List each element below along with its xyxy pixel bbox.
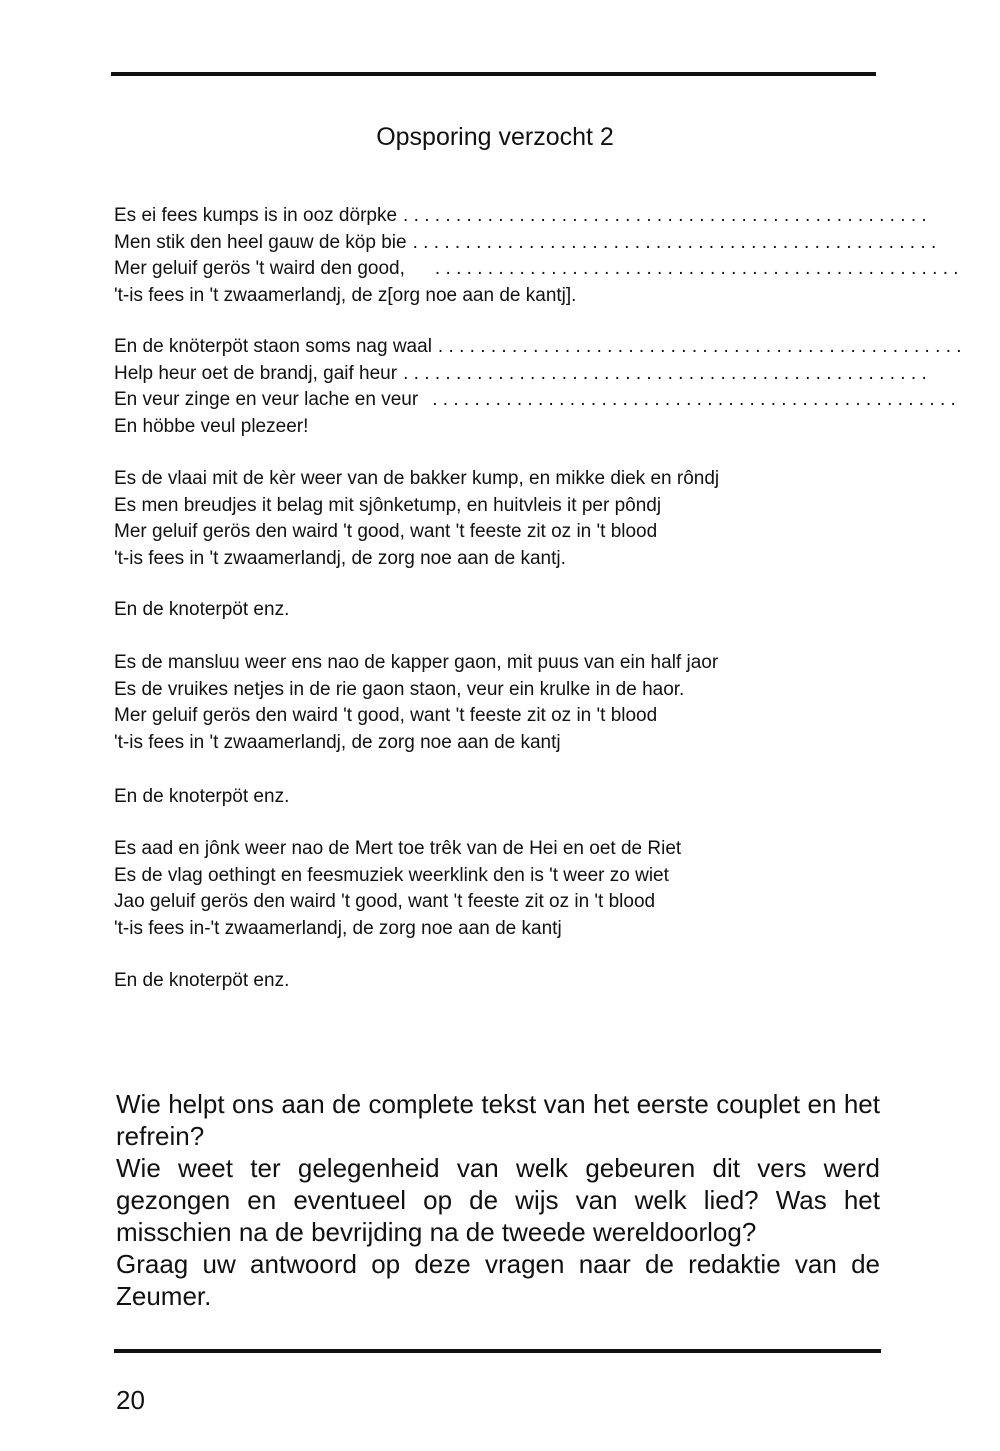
poem-line: En veur zinge en veur lache en veur .................................................. <box>114 387 876 414</box>
poem-line: Es de vlaai mit de kèr weer van de bakker kump, en mikke diek en rôndj <box>114 468 720 489</box>
poem-line: Mer geluif gerös 't waird den good, .................................................. <box>114 256 876 283</box>
stanza-4 <box>114 650 876 756</box>
dot-leader: .................................................. <box>437 336 967 357</box>
poem-line: Mer geluif gerös den waird 't good, want 't feeste zit oz in 't blood <box>114 705 658 726</box>
refrain-reference-2 <box>114 784 876 811</box>
dot-leader: .................................................. <box>434 258 964 279</box>
stanza-1 <box>114 203 964 309</box>
poem-line: Es men breudjes it belag mit sjônketump, en huitvleis it per pôndj <box>114 494 662 516</box>
question-paragraph: Wie helpt ons aan de complete tekst van het eerste couplet en het refrein? <box>116 1089 880 1151</box>
dot-leader: .................................................. <box>432 389 962 410</box>
stanza-3 <box>114 466 876 572</box>
question-block <box>116 1088 880 1312</box>
stanza-5 <box>114 836 876 942</box>
poem-line: 't-is fees in 't zwaamerlandj, de z[org noe aan de kantj]. <box>114 284 577 306</box>
poem-line: Es aad en jônk weer nao de Mert toe trêk van de Hei en oet de Riet <box>114 838 682 859</box>
page-title: Opsporing verzocht 2 <box>376 122 614 151</box>
poem-line: Help heur oet de brandj, gaif heur .................................................. <box>114 361 876 388</box>
question-paragraph: Graag uw antwoord op deze vragen naar de redaktie van de Zeumer. <box>116 1249 880 1311</box>
refrain-reference-1 <box>114 597 876 624</box>
page-number: 20 <box>116 1385 145 1415</box>
poem-line: En de knoterpöt enz. <box>114 786 290 807</box>
bottom-rule <box>114 1349 881 1353</box>
poem-line: Men stik den heel gauw de köp bie .................................................. <box>114 230 876 257</box>
top-rule <box>111 72 876 76</box>
poem-line: Es de mansluu weer ens nao de kapper gaon, mit puus van ein half jaor <box>114 652 719 673</box>
poem-line: Jao geluif gerös den waird 't good, want 't feeste zit oz in 't blood <box>114 891 656 912</box>
poem-line: 't-is fees in 't zwaamerlandj, de zorg noe aan de kantj <box>114 731 561 753</box>
dot-leader: .................................................. <box>403 205 932 226</box>
poem-line: Es ei fees kumps is in ooz dörpke .................................................. <box>114 203 876 230</box>
poem-line: En de knoterpöt enz. <box>114 599 290 620</box>
poem-line: En de knoterpöt enz. <box>114 970 290 991</box>
poem-line: Mer geluif gerös den waird 't good, want 't feeste zit oz in 't blood <box>114 521 658 542</box>
question-paragraph: Wie weet ter gelegenheid van welk gebeuren dit vers werd gezongen en eventueel op de wijs van welk lied? Was het misschien na de bevrijding na de tweede wereldoorlog? <box>116 1153 880 1247</box>
stanza-2 <box>114 334 967 440</box>
poem-line: Es de vlag oethingt en feesmuziek weerklink den is 't weer zo wiet <box>114 864 669 886</box>
poem-line: Es de vruikes netjes in de rie gaon staon, veur ein krulke in de haor. <box>114 678 685 700</box>
refrain-reference-3 <box>114 968 876 995</box>
poem-line: En de knöterpöt staon soms nag waal .................................................. <box>114 334 876 361</box>
dot-leader: .................................................. <box>403 362 933 384</box>
poem-line: 't-is fees in 't zwaamerlandj, de zorg noe aan de kantj. <box>114 547 566 569</box>
dot-leader: .................................................. <box>412 231 942 253</box>
poem-line: En höbbe veul plezeer! <box>114 415 309 437</box>
poem-line: 't-is fees in-'t zwaamerlandj, de zorg noe aan de kantj <box>114 917 562 939</box>
